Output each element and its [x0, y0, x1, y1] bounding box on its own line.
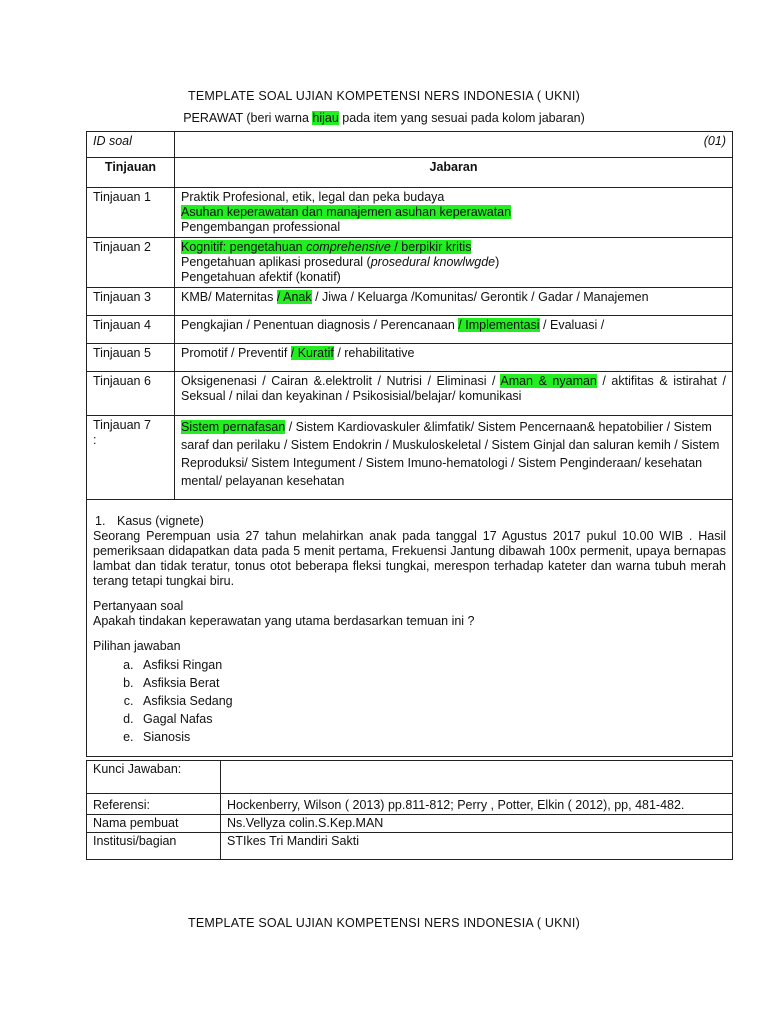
t1-line-1: Praktik Profesional, etik, legal dan peka budaya [181, 190, 445, 204]
tinjauan-4-row [87, 316, 733, 344]
nama-label: Nama pembuat [87, 815, 221, 833]
tinjauan-7-content [175, 416, 733, 500]
answer-options [93, 656, 726, 746]
tinjauan-2-content [175, 238, 733, 288]
tinjauan-1-content [175, 188, 733, 238]
tinjauan-1-row [87, 188, 733, 238]
t7-highlight: Sistem pernafasan [181, 420, 286, 434]
t2-l1a: Kognitif: pengetahuan [181, 240, 307, 254]
institusi-label: Institusi/bagian [87, 833, 221, 860]
case-heading: Kasus (vignete) [117, 514, 204, 528]
case-heading-line [93, 514, 726, 529]
referensi-label: Referensi: [87, 794, 221, 815]
option-d: d. Gagal Nafas [137, 710, 726, 728]
tinjauan-6-row [87, 372, 733, 416]
t5-b: / rehabilitative [333, 346, 415, 360]
t2-l2c: ) [495, 255, 500, 269]
t2-l2b: prosedural knowlwgde [370, 255, 496, 269]
page-title: TEMPLATE SOAL UJIAN KOMPETENSI NERS INDONESIA ( UKNI) [188, 89, 580, 103]
tinjauan-3-content [175, 288, 733, 316]
t2-l1b: comprehensive [306, 240, 391, 254]
t3-highlight: / Anak [276, 290, 312, 304]
t6-highlight: Aman & nyaman [500, 374, 597, 388]
case-cell [87, 500, 733, 757]
tinjauan-7-label-cell [87, 416, 175, 500]
kunci-label: Kunci Jawaban: [87, 761, 221, 794]
subtitle-highlight: hijau [312, 111, 339, 125]
kunci-row [87, 761, 733, 794]
t6-a: Oksigenenasi / Cairan &.elektrolit / Nutrisi / Eliminasi / [181, 374, 501, 388]
t3-b: / Jiwa / Keluarga /Komunitas/ Gerontik / Gadar / Manajemen [311, 290, 649, 304]
t4-highlight: / Implementasi [458, 318, 540, 332]
tinjauan-1-label: Tinjauan 1 [87, 188, 175, 238]
col-jabaran: Jabaran [175, 158, 733, 188]
referensi-row [87, 794, 733, 815]
t7-b: / Sistem Kardiovaskuler &limfatik/ Sistem Pencernaan& hepatobilier / Sistem saraf dan perilaku / Sistem Endokrin / Muskuloskeletal / Sistem Ginjal dan saluran kemih / Sistem Reproduksi/ Sistem Integument / Sistem Imuno-hematologi / Sistem Penginderaan/ kesehatan mental/ pelayanan kesehatan [181, 420, 720, 488]
id-row [87, 132, 733, 158]
subtitle-post: pada item yang sesuai pada kolom jabaran) [338, 111, 585, 125]
case-text: Seorang Perempuan usia 27 tahun melahirkan anak pada tanggal 17 Agustus 2017 pukul 10.00 WIB . Hasil pemeriksaan didapatkan data pada 5 menit pertama, Frekuensi Jantung dibawah 100x permenit, upaya bernapas lambat dan tidak teratur, tonus otot beberapa fleksi tungkai, merespon terhadap kateter dan warna tubuh merah terang tetapi tungkai biru. [93, 529, 726, 588]
header-row [87, 158, 733, 188]
option-c: c. Asfiksia Sedang [137, 692, 726, 710]
t3-a: KMB/ Maternitas [181, 290, 277, 304]
case-number: 1. [95, 514, 106, 528]
tinjauan-6-content [175, 372, 733, 416]
t1-line-2-highlight: Asuhan keperawatan dan manajemen asuhan keperawatan [181, 205, 512, 219]
tinjauan-7-row [87, 416, 733, 500]
tinjauan-7-colon: : [93, 433, 97, 447]
tinjauan-5-row [87, 344, 733, 372]
t5-highlight: / Kuratif [290, 346, 334, 360]
t1-line-3: Pengembangan professional [181, 220, 341, 234]
question-text: Apakah tindakan keperawatan yang utama berdasarkan temuan ini ? [93, 614, 475, 628]
tinjauan-6-label: Tinjauan 6 [87, 372, 175, 416]
t2-line-1-highlight [181, 240, 471, 254]
referensi-value: Hockenberry, Wilson ( 2013) pp.811-812; Perry , Potter, Elkin ( 2012), pp, 481-482. [221, 794, 733, 815]
footer-title: TEMPLATE SOAL UJIAN KOMPETENSI NERS INDONESIA ( UKNI) [188, 916, 580, 930]
answer-info-table [86, 760, 733, 860]
kunci-value [221, 761, 733, 794]
t5-a: Promotif / Preventif [181, 346, 291, 360]
tinjauan-4-content [175, 316, 733, 344]
tinjauan-4-label: Tinjauan 4 [87, 316, 175, 344]
institusi-value: STIkes Tri Mandiri Sakti [221, 833, 733, 860]
page-subtitle [0, 111, 768, 125]
options-heading: Pilihan jawaban [93, 639, 181, 653]
nama-row [87, 815, 733, 833]
col-tinjauan: Tinjauan [87, 158, 175, 188]
tinjauan-5-content [175, 344, 733, 372]
case-row [87, 500, 733, 757]
tinjauan-7-label: Tinjauan 7 [93, 418, 151, 432]
nama-value: Ns.Vellyza colin.S.Kep.MAN [221, 815, 733, 833]
tinjauan-3-label: Tinjauan 3 [87, 288, 175, 316]
t2-l1c: / berpikir kritis [390, 240, 472, 254]
option-e: e. Sianosis [137, 728, 726, 746]
tinjauan-5-label: Tinjauan 5 [87, 344, 175, 372]
id-label: ID soal [87, 132, 175, 158]
id-value: (01) [175, 132, 733, 158]
tinjauan-2-row [87, 238, 733, 288]
t2-line-3: Pengetahuan afektif (konatif) [181, 270, 341, 284]
t4-b: / Evaluasi / [539, 318, 605, 332]
subtitle-pre: PERAWAT (beri warna [183, 111, 313, 125]
t6-b: / aktifitas & istirahat / Seksual / nilai dan keyakinan / Psikosisial/belajar/ komunikasi [181, 374, 726, 403]
t4-a: Pengkajian / Penentuan diagnosis / Perencanaan [181, 318, 459, 332]
option-b: b. Asfiksia Berat [137, 674, 726, 692]
tinjauan-2-label: Tinjauan 2 [87, 238, 175, 288]
institusi-row [87, 833, 733, 860]
t2-l2a: Pengetahuan aplikasi prosedural ( [181, 255, 371, 269]
option-a: a. Asfiksi Ringan [137, 656, 726, 674]
tinjauan-3-row [87, 288, 733, 316]
question-template-table [86, 131, 733, 757]
question-heading: Pertanyaan soal [93, 599, 184, 613]
